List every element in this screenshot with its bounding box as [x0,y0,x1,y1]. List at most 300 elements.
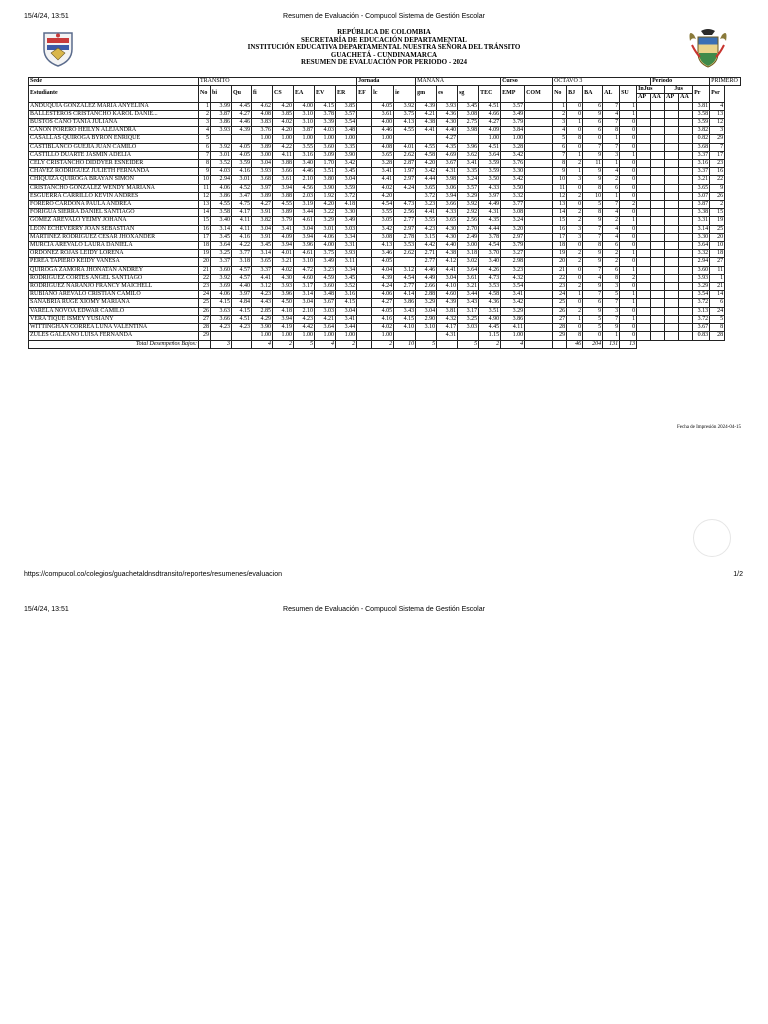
count-ba: 7 [583,291,603,299]
grade-fi: 3.65 [252,258,273,266]
grade-ev: 3.29 [315,217,336,225]
count-su: 0 [620,225,637,233]
grade-ef [357,266,372,274]
student-number-2: 27 [553,315,567,323]
count-bj: 0 [567,274,583,282]
grade-ie: 3.92 [394,102,416,110]
grade-sg: 3.44 [458,291,479,299]
rank-position: 25 [710,225,725,233]
student-number: 11 [199,184,211,192]
grade-sg [458,135,479,143]
student-number-2: 10 [553,176,567,184]
table-row [29,291,741,299]
injus-ap [637,315,651,323]
jus-ap [665,143,679,151]
jus-ap [665,209,679,217]
grade-fi: 4.41 [252,274,273,282]
grade-ea: 3.87 [294,127,315,135]
grade-lc: 4.06 [372,291,394,299]
injus-ap [637,324,651,332]
student-number-2: 20 [553,258,567,266]
table-row [29,324,741,332]
injus-ap [637,299,651,307]
period-average: 3.30 [693,233,710,241]
injus-ap [637,332,651,340]
count-bj: 2 [567,160,583,168]
grade-sg: 3.35 [458,168,479,176]
period-average: 3.16 [693,160,710,168]
jus-aa [679,315,693,323]
period-average: 3.65 [693,184,710,192]
student-name: MARTINEZ RODRIGUEZ CESAR JHOXANDER [29,233,199,241]
count-su: 0 [620,192,637,200]
student-number-2: 22 [553,274,567,282]
jus-aa [679,143,693,151]
grade-tec: 3.97 [479,192,501,200]
grade-ef [357,192,372,200]
grade-es: 4.12 [437,258,458,266]
jus-aa [679,127,693,135]
grade-cs: 4.50 [273,299,294,307]
grade-gm: 4.46 [416,266,437,274]
injus-aa [651,160,665,168]
student-name: ORDOÑEZ ROJAS LEIDY LORENA [29,250,199,258]
count-bj: 0 [567,127,583,135]
student-number: 20 [199,258,211,266]
grade-emp: 3.42 [501,176,525,184]
period-average: 0.82 [693,135,710,143]
grade-gm: 3.65 [416,184,437,192]
injus-ap [637,176,651,184]
grade-er: 3.52 [336,283,357,291]
student-name: RODRIGUEZ NARANJO FRANCY MAICHELL [29,283,199,291]
total-low-cs: 2 [273,340,294,348]
count-su: 1 [620,102,637,110]
grade-sg: 3.18 [458,250,479,258]
count-bj: 0 [567,184,583,192]
student-number-2: 19 [553,250,567,258]
grade-gm: 3.42 [416,168,437,176]
count-ba: 9 [583,283,603,291]
injus-aa [651,307,665,315]
period-average: 3.38 [693,209,710,217]
grade-bi: 3.87 [211,110,232,118]
heading-line-report: RESUMEN DE EVALUACIÓN POR PERIODO - 2024 [301,58,467,67]
col-cs: CS [273,86,294,102]
injus-aa [651,168,665,176]
col-ie: ie [394,86,416,102]
rank-position: 11 [710,266,725,274]
student-number-2: 24 [553,291,567,299]
total-low-fi: 4 [252,340,273,348]
student-number: 3 [199,119,211,127]
grade-gm: 4.42 [416,242,437,250]
jus-aa [679,184,693,192]
count-ba: 6 [583,102,603,110]
count-bj: 2 [567,250,583,258]
col-psr: Psr [710,86,725,102]
grade-fi: 3.83 [252,119,273,127]
grade-qu: 3.01 [232,176,252,184]
grade-ef [357,299,372,307]
injus-aa [651,332,665,340]
student-number: 19 [199,250,211,258]
grade-ie [394,332,416,340]
grade-cs: 3.94 [273,184,294,192]
table-row [29,283,741,291]
count-ba: 8 [583,184,603,192]
grade-bi: 3.52 [211,160,232,168]
student-number: 25 [199,299,211,307]
col-ev: EV [315,86,336,102]
grade-qu: 3.59 [232,160,252,168]
grade-cs: 4.19 [273,324,294,332]
grade-bi: 3.64 [211,242,232,250]
grade-com [525,291,553,299]
grade-lc: 1.00 [372,135,394,143]
grade-es: 4.31 [437,168,458,176]
grade-ef [357,233,372,241]
col-ea: EA [294,86,315,102]
grade-bi: 2.94 [211,176,232,184]
table-row [29,217,741,225]
student-name: CRISTANCHO GONZALEZ WENDY MARIANA [29,184,199,192]
period-average: 0.83 [693,332,710,340]
injus-ap [637,168,651,176]
rank-position: 21 [710,283,725,291]
grade-er: 4.18 [336,201,357,209]
grade-lc: 3.46 [372,250,394,258]
grade-gm: 4.55 [416,143,437,151]
table-row [29,151,741,159]
injus-aa [651,274,665,282]
count-al: 7 [603,119,620,127]
grade-es: 4.27 [437,135,458,143]
count-su: 1 [620,266,637,274]
grade-ev: 3.09 [315,151,336,159]
grade-gm: 4.41 [416,209,437,217]
grade-sg: 3.08 [458,110,479,118]
count-ba: 7 [583,143,603,151]
page2-timestamp: 15/4/24, 13:51 [24,606,69,613]
jus-ap [665,258,679,266]
count-ba: 9 [583,307,603,315]
student-number-2: 23 [553,283,567,291]
count-bj: 0 [567,102,583,110]
count-su: 1 [620,151,637,159]
count-bj: 1 [567,291,583,299]
grade-bi: 3.86 [211,119,232,127]
grade-es: 3.04 [437,274,458,282]
grade-es: 3.93 [437,102,458,110]
jus-aa [679,102,693,110]
total-low-sg: 5 [458,340,479,348]
grade-er: 3.16 [336,291,357,299]
grade-bi: 4.23 [211,324,232,332]
grade-ea: 3.10 [294,258,315,266]
grade-ev: 3.39 [315,119,336,127]
grade-ev: 3.23 [315,266,336,274]
jus-ap [665,324,679,332]
grade-com [525,143,553,151]
grade-ea: 3.17 [294,283,315,291]
rank-position: 18 [710,250,725,258]
grade-emp: 3.84 [501,127,525,135]
grade-bi: 3.99 [211,102,232,110]
grade-ea: 4.42 [294,324,315,332]
injus-aa [651,315,665,323]
grade-es: 4.32 [437,315,458,323]
jus-aa [679,217,693,225]
grade-lc: 4.27 [372,299,394,307]
student-number: 1 [199,102,211,110]
grade-qu: 4.22 [232,242,252,250]
grade-ie [394,135,416,143]
count-bj: 2 [567,209,583,217]
count-bj: 0 [567,143,583,151]
jus-ap [665,184,679,192]
grade-cs: 3.88 [273,192,294,200]
grade-ev: 1.00 [315,135,336,143]
jus-aa [679,307,693,315]
total-low-ev: 4 [315,340,336,348]
grade-fi: 3.12 [252,283,273,291]
count-al: 1 [603,192,620,200]
grade-ev: 3.64 [315,324,336,332]
grade-emp: 3.29 [501,307,525,315]
rank-position: 29 [710,135,725,143]
grade-sg: 3.29 [458,192,479,200]
grade-cs: 4.02 [273,266,294,274]
count-al: 6 [603,184,620,192]
heading-line-location: GUACHETÁ - CUNDINAMARCA [330,50,438,59]
grade-tec: 3.78 [479,233,501,241]
grade-qu: 3.47 [232,192,252,200]
grade-ie: 4.54 [394,274,416,282]
jus-ap [665,242,679,250]
grade-lc: 4.13 [372,242,394,250]
grade-er: 3.49 [336,217,357,225]
count-ba: 11 [583,160,603,168]
grade-ea: 4.56 [294,184,315,192]
grade-emp: 4.32 [501,274,525,282]
grade-sg: 3.41 [458,160,479,168]
student-name: SANABRIA RUGE XIOMY MARIANA [29,299,199,307]
rank-position: 14 [710,291,725,299]
grade-lc: 3.05 [372,217,394,225]
grade-emp: 3.76 [501,160,525,168]
jus-ap [665,160,679,168]
grade-er: 3.45 [336,274,357,282]
periodo-value: PRIMERO [710,78,741,86]
grade-com [525,274,553,282]
grade-emp: 3.30 [501,168,525,176]
table-row [29,127,741,135]
grade-bi: 3.14 [211,225,232,233]
grade-er: 3.30 [336,209,357,217]
grade-cs: 3.79 [273,217,294,225]
grade-ef [357,274,372,282]
jus-aa [679,119,693,127]
count-bj: 8 [567,135,583,143]
grade-ie: 2.77 [394,217,416,225]
count-bj: 1 [567,315,583,323]
grade-tec: 4.26 [479,266,501,274]
grade-fi: 3.00 [252,151,273,159]
student-number: 21 [199,266,211,274]
grade-cs: 4.20 [273,127,294,135]
grade-emp: 3.41 [501,291,525,299]
grade-qu: 4.16 [232,168,252,176]
count-su: 0 [620,176,637,184]
grade-sg: 2.70 [458,225,479,233]
grade-fi: 1.00 [252,332,273,340]
period-average: 3.58 [693,110,710,118]
student-name: CASALLAS QUIROGA BYRON ENRIQUE [29,135,199,143]
grade-er: 3.42 [336,160,357,168]
count-su: 0 [620,127,637,135]
grade-gm: 4.38 [416,119,437,127]
col-jus-ap: AP [665,94,679,102]
col-ef: EF [357,86,372,102]
grade-ef [357,160,372,168]
grade-ea: 4.72 [294,266,315,274]
grade-tec: 4.31 [479,209,501,217]
student-number: 17 [199,233,211,241]
grade-gm: 4.20 [416,160,437,168]
jus-aa [679,192,693,200]
count-ba: 5 [583,324,603,332]
student-name: QUIROGA ZAMORA JHONATAN ANDREY [29,266,199,274]
total-ba: 204 [583,340,603,348]
grade-cs: 3.66 [273,168,294,176]
period-average: 3.07 [693,192,710,200]
grade-er: 3.48 [336,127,357,135]
grade-ev: 3.01 [315,225,336,233]
student-number-2: 1 [553,102,567,110]
student-number: 5 [199,135,211,143]
grade-qu: 4.11 [232,217,252,225]
grade-emp: 3.86 [501,315,525,323]
count-bj: 0 [567,266,583,274]
grade-qu: 4.39 [232,127,252,135]
jus-aa [679,242,693,250]
col-qu: Qu [232,86,252,102]
footer-url[interactable]: https://compucol.co/colegios/guachetaldnsdtransito/reportes/resumenes/evaluacion [24,571,282,578]
period-average: 3.81 [693,102,710,110]
student-number-2: 14 [553,209,567,217]
jus-ap [665,151,679,159]
grade-ie: 4.55 [394,127,416,135]
grade-ea: 3.10 [294,110,315,118]
count-al: 7 [603,315,620,323]
student-number: 9 [199,168,211,176]
table-row [29,176,741,184]
grade-cs: 3.94 [273,315,294,323]
student-number-2: 9 [553,168,567,176]
grade-cs: 1.00 [273,332,294,340]
grade-com [525,332,553,340]
student-name: MURCIA AREVALO LAURA DANIELA [29,242,199,250]
injus-aa [651,242,665,250]
jus-ap [665,315,679,323]
grade-bi: 3.92 [211,143,232,151]
injus-ap [637,119,651,127]
grade-ea: 3.44 [294,209,315,217]
grade-lc: 3.61 [372,110,394,118]
count-bj: 0 [567,299,583,307]
injus-aa [651,209,665,217]
injus-ap [637,192,651,200]
grade-gm: 2.77 [416,258,437,266]
grade-es: 4.35 [437,143,458,151]
student-number: 24 [199,291,211,299]
rank-position: 22 [710,176,725,184]
student-number: 13 [199,201,211,209]
rank-position: 12 [710,119,725,127]
grade-fi: 3.91 [252,209,273,217]
injus-aa [651,135,665,143]
grade-lc: 3.41 [372,168,394,176]
grade-sg: 3.21 [458,283,479,291]
grade-fi: 4.29 [252,315,273,323]
jus-aa [679,283,693,291]
grade-bi: 4.15 [211,299,232,307]
grade-fi: 4.27 [252,201,273,209]
count-al: 4 [603,110,620,118]
count-al: 7 [603,143,620,151]
jus-ap [665,176,679,184]
grade-es: 4.38 [437,250,458,258]
grade-fi: 3.68 [252,176,273,184]
count-su: 0 [620,135,637,143]
count-al: 2 [603,258,620,266]
grade-ev: 3.60 [315,283,336,291]
jus-aa [679,266,693,274]
table-row [29,266,741,274]
table-row [29,315,741,323]
grade-sg: 3.25 [458,315,479,323]
jus-aa [679,201,693,209]
count-ba: 9 [583,110,603,118]
grade-fi: 3.89 [252,143,273,151]
count-bj: 8 [567,332,583,340]
grade-com [525,168,553,176]
grade-emp: 1.00 [501,135,525,143]
count-ba: 8 [583,209,603,217]
grade-sg: 2.56 [458,217,479,225]
grade-cs: 4.30 [273,274,294,282]
col-com: COM [525,86,553,102]
count-bj: 3 [567,225,583,233]
count-al: 7 [603,201,620,209]
grade-ef [357,225,372,233]
jus-ap [665,307,679,315]
total-low-ea: 5 [294,340,315,348]
grade-ev: 3.78 [315,110,336,118]
rank-position: 2 [710,201,725,209]
grade-fi: 3.04 [252,160,273,168]
student-number: 26 [199,307,211,315]
table-row [29,102,741,110]
grade-ef [357,258,372,266]
student-number-2: 12 [553,192,567,200]
student-name: BUSTOS CANO TANIA JULIANA [29,119,199,127]
grade-cs: 4.09 [273,233,294,241]
grade-ie: 4.24 [394,184,416,192]
count-ba: 6 [583,127,603,135]
col-tec: TEC [479,86,501,102]
